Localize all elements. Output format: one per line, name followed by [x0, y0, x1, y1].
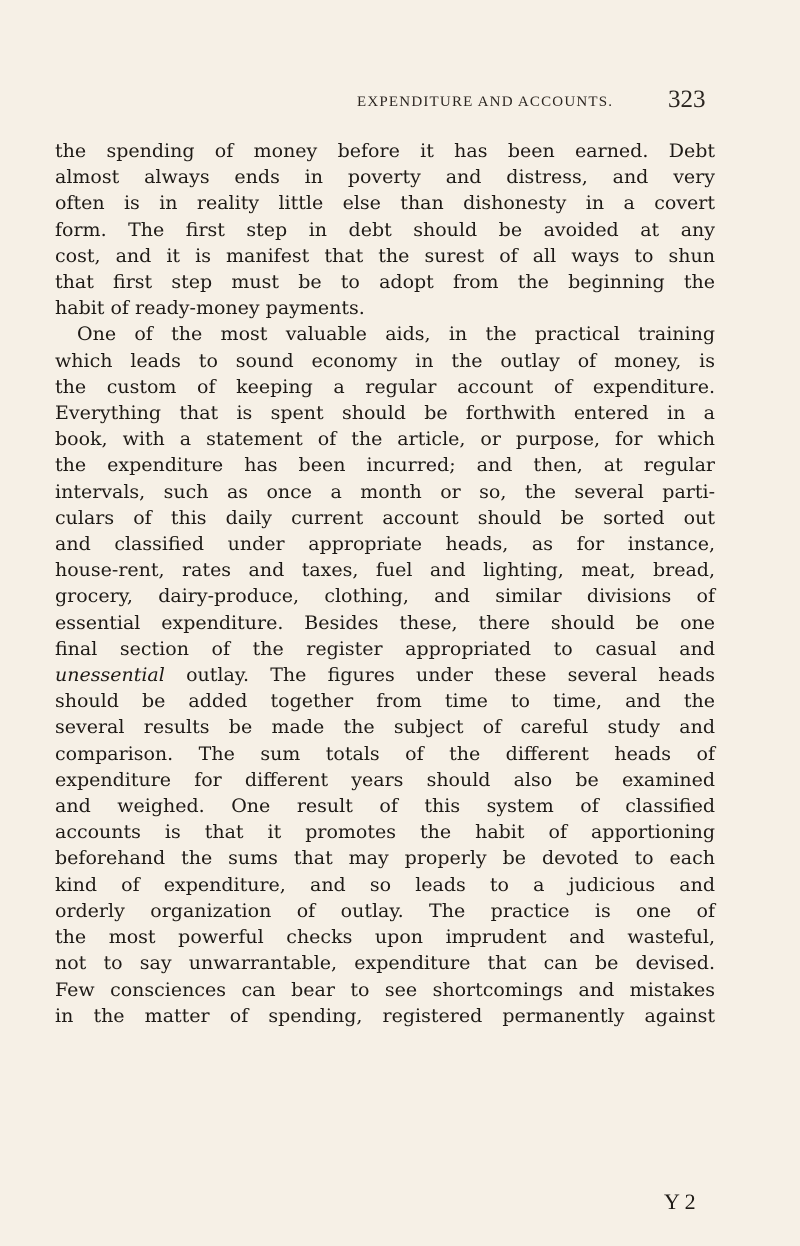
text-line: the custom of keeping a regular account of expenditure.: [55, 375, 715, 398]
text-line: form. The first step in debt should be avoided at any: [55, 218, 715, 241]
text-line: habit of ready-money payments.: [55, 297, 365, 320]
text-line: in the matter of spending, registered permanently against: [55, 1004, 715, 1027]
text-line: [55, 662, 715, 688]
text-line: the most powerful checks upon imprudent and wasteful,: [55, 926, 715, 949]
text-line: and weighed. One result of this system of classified: [55, 795, 715, 818]
text-line-rest: outlay. The figures under these several heads: [186, 664, 715, 687]
text-line: should be added together from time to time, and the: [55, 690, 715, 713]
text-line: grocery, dairy-produce, clothing, and similar divisions of: [55, 585, 715, 608]
text-line: cost, and it is manifest that the surest of all ways to shun: [55, 244, 715, 267]
body-text: [55, 138, 715, 1029]
page-number: 323: [668, 86, 706, 113]
text-line: the spending of money before it has been earned. Debt: [55, 140, 715, 162]
text-line: One of the most valuable aids, in the practical training: [77, 323, 715, 346]
text-line: accounts is that it promotes the habit of apportioning: [55, 821, 715, 844]
text-line: the expenditure has been incurred; and then, at regular: [55, 454, 715, 477]
text-line: book, with a statement of the article, or purpose, for which: [55, 428, 715, 451]
signature-mark: Y 2: [664, 1189, 696, 1214]
text-line: several results be made the subject of careful study and: [55, 716, 715, 739]
text-line: almost always ends in poverty and distress, and very: [55, 166, 715, 189]
running-head: [0, 86, 800, 120]
text-line: not to say unwarrantable, expenditure that can be devised.: [55, 952, 715, 975]
emphasized-word: unessential: [55, 664, 165, 687]
text-line: house-rent, rates and taxes, fuel and lighting, meat, bread,: [55, 559, 715, 582]
text-line: Few consciences can bear to see shortcomings and mistakes: [55, 978, 715, 1001]
running-title: EXPENDITURE AND ACCOUNTS.: [357, 94, 614, 110]
text-line: which leads to sound economy in the outlay of money, is: [55, 349, 715, 372]
text-line: and classified under appropriate heads, as for instance,: [55, 533, 715, 556]
text-line: beforehand the sums that may properly be devoted to each: [55, 847, 715, 870]
text-line: culars of this daily current account should be sorted out: [55, 506, 715, 529]
text-line: often is in reality little else than dishonesty in a covert: [55, 192, 715, 215]
text-line: orderly organization of outlay. The practice is one of: [55, 899, 715, 922]
text-line: final section of the register appropriated to casual and: [55, 637, 715, 660]
text-line: kind of expenditure, and so leads to a judicious and: [55, 873, 715, 896]
text-line: that first step must be to adopt from the beginning the: [55, 271, 715, 294]
text-line: intervals, such as once a month or so, the several parti-: [55, 480, 715, 503]
text-line: essential expenditure. Besides these, there should be one: [55, 611, 715, 634]
text-line: Everything that is spent should be forthwith entered in a: [55, 402, 715, 425]
text-line: expenditure for different years should also be examined: [55, 768, 715, 791]
text-line: comparison. The sum totals of the different heads of: [55, 742, 715, 765]
